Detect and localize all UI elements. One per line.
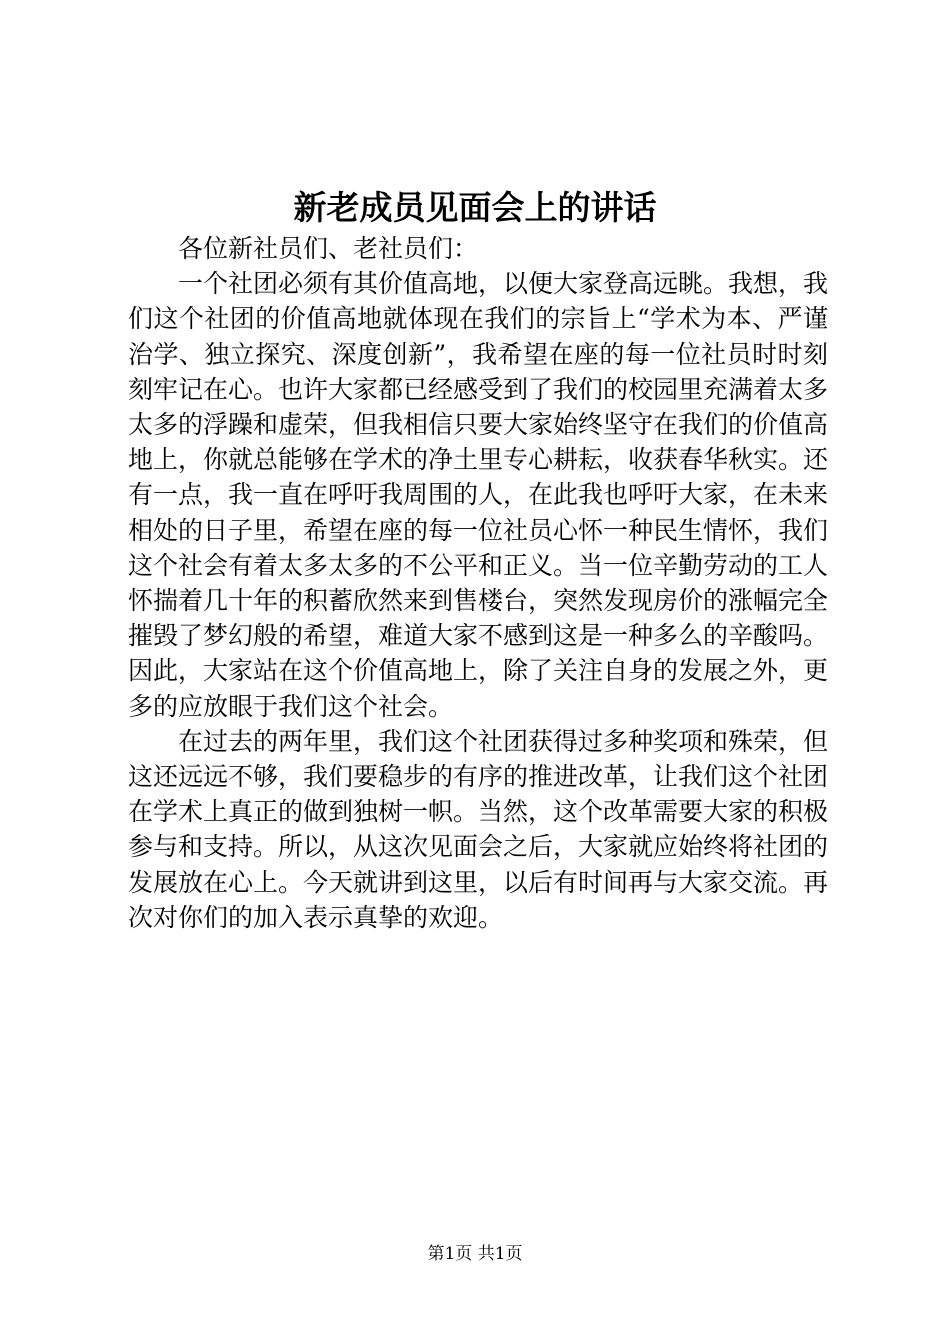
salutation-paragraph: 各位新社员们、老社员们： xyxy=(178,234,479,263)
page-footer: 第1页 共1页 xyxy=(427,1244,523,1264)
body-paragraph-2: 在过去的两年里，我们这个社团获得过多种奖项和殊荣，但这还远远不够，我们要稳步的有序的推进改革，让我们这个社团在学术上真正的做到独树一帜。当然，这个改革需要大家的积极参与和支持。所以，从这次见面会之后，大家就应始终将社团的发展放在心上。今天就讲到这里，以后有时间再与大家交流。再次对你们的加入表示真挚的欢迎。 xyxy=(128,726,829,932)
document-title: 新老成员见面会上的讲话 xyxy=(293,188,657,227)
body-paragraph-1: 一个社团必须有其价值高地，以便大家登高远眺。我想，我们这个社团的价值高地就体现在我们的宗旨上“学术为本、严谨治学、独立探究、深度创新”，我希望在座的每一位社员时时刻刻牢记在心。也许大家都已经感受到了我们的校园里充满着太多太多的浮躁和虚荣，但我相信只要大家始终坚守在我们的价值高地上，你就总能够在学术的净土里专心耕耘，收获春华秋实。还有一点，我一直在呼吁我周围的人，在此我也呼吁大家，在未来相处的日子里，希望在座的每一位社员心怀一种民生情怀，我们这个社会有着太多太多的不公平和正义。当一位辛勤劳动的工人怀揣着几十年的积蓄欣然来到售楼台，突然发现房价的涨幅完全摧毁了梦幻般的希望，难道大家不感到这是一种多么的辛酸吗。因此，大家站在这个价值高地上，除了关注自身的发展之外，更多的应放眼于我们这个社会。 xyxy=(128,269,829,721)
document-body xyxy=(128,231,828,935)
